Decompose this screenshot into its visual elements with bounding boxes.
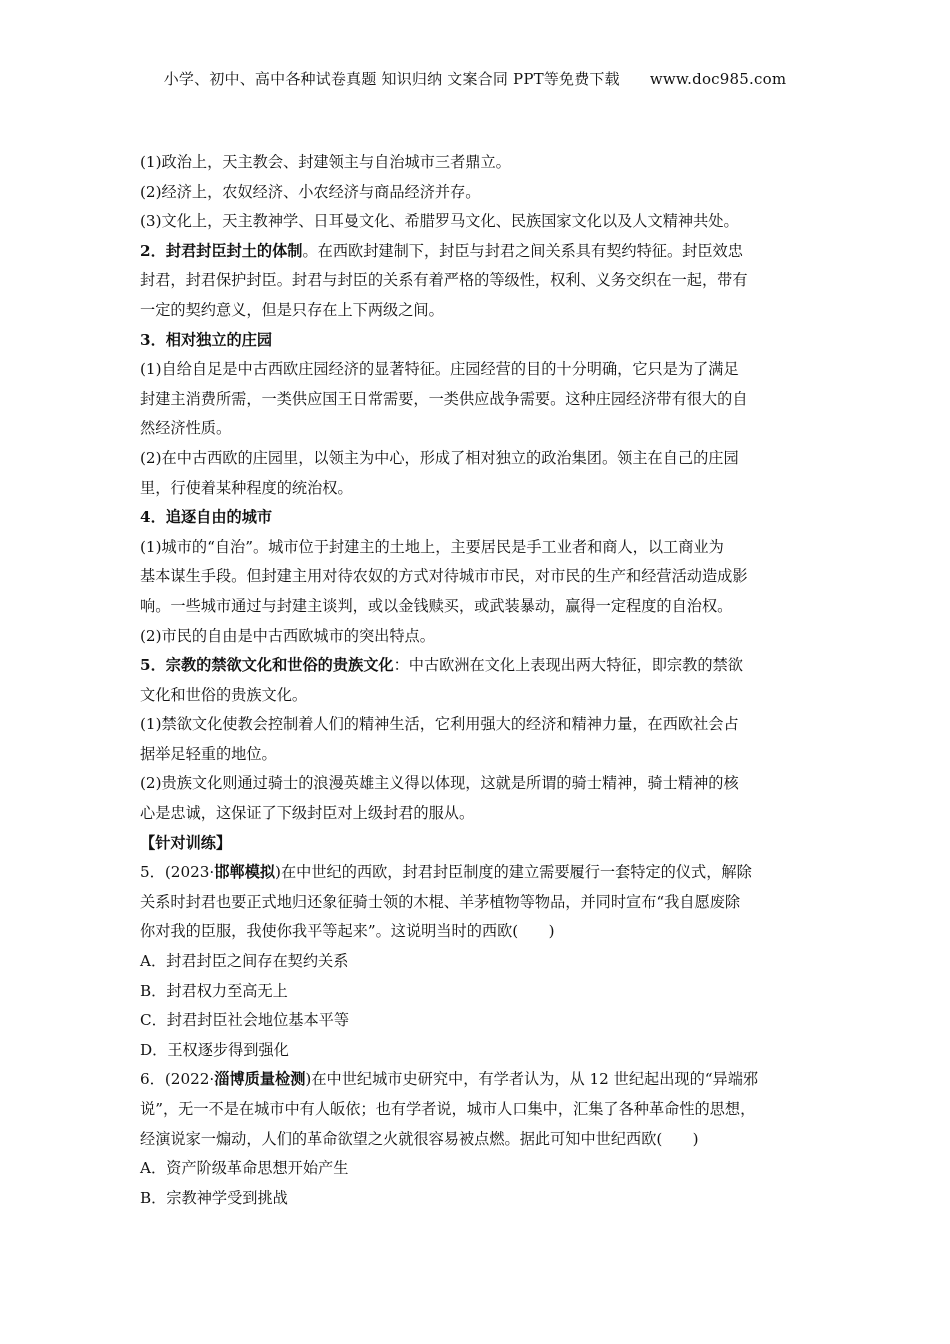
text-line	[140, 296, 815, 326]
text-line	[140, 622, 815, 652]
line-text: ：中古欧洲在文化上表现出两大特征，即宗教的禁欲	[393, 656, 743, 675]
text-line	[140, 178, 815, 208]
text-line	[140, 917, 815, 947]
line-text: 6．(2022·	[140, 1070, 215, 1089]
line-text: D．王权逐步得到强化	[140, 1040, 289, 1059]
text-line	[140, 562, 815, 592]
question-source: 淄博质量检测	[214, 1070, 306, 1089]
line-heading: 4．追逐自由的城市	[140, 508, 273, 527]
text-line	[140, 326, 815, 356]
line-text: 。在西欧封建制下，封臣与封君之间关系具有契约特征。封臣效忠	[302, 241, 743, 260]
line-text: 说”，无一不是在城市中有人皈依；也有学者说，城市人口集中，汇集了各种革命性的思想，	[140, 1100, 756, 1118]
line-heading: 3．相对独立的庄园	[140, 330, 273, 349]
text-line	[140, 1095, 815, 1125]
text-line	[140, 444, 815, 474]
text-line	[140, 503, 815, 533]
line-text: (2)市民的自由是中古西欧城市的突出特点。	[140, 626, 435, 645]
line-text: (1)城市的“自治”。城市位于封建主的土地上，主要居民是手工业者和商人，以工商业为	[140, 537, 724, 556]
line-text: 心是忠诚，这保证了下级封臣对上级封君的服从。	[140, 804, 475, 823]
line-heading: 2．封君封臣封土的体制	[140, 241, 303, 260]
header-site: www.doc985.com	[649, 70, 787, 88]
text-line	[140, 355, 815, 385]
line-text: (2)在中古西欧的庄园里，以领主为中心，形成了相对独立的政治集团。领主在自己的庄园	[140, 448, 739, 467]
text-line	[140, 1006, 815, 1036]
line-text: )在中世纪城市史研究中，有学者认为，从 12 世纪起出现的“异端邪	[305, 1070, 759, 1089]
line-text: 据举足轻重的地位。	[140, 744, 277, 763]
text-line	[140, 533, 815, 563]
page-header	[0, 68, 950, 89]
line-text: (3)文化上，天主教神学、日耳曼文化、希腊罗马文化、民族国家文化以及人文精神共处。	[140, 212, 739, 231]
line-text: 封君，封君保护封臣。封君与封臣的关系有着严格的等级性，权利、义务交织在一起，带有	[140, 271, 748, 290]
text-line	[140, 651, 815, 681]
text-line	[140, 148, 815, 178]
line-text: )在中世纪的西欧，封君封臣制度的建立需要履行一套特定的仪式，解除	[275, 863, 752, 882]
text-line	[140, 1184, 815, 1214]
question-source: 邯郸模拟	[214, 863, 276, 882]
line-text: 关系时封君也要正式地归还象征骑士领的木棍、羊茅植物等物品，并同时宣布“我自愿废除	[140, 892, 741, 911]
line-text: 经演说家一煽动，人们的革命欲望之火就很容易被点燃。据此可知中世纪西欧( )	[140, 1129, 699, 1148]
text-line	[140, 414, 815, 444]
line-text: A．封君封臣之间存在契约关系	[140, 952, 349, 971]
text-line	[140, 977, 815, 1007]
text-line	[140, 1125, 815, 1155]
text-line	[140, 829, 815, 859]
text-line	[140, 474, 815, 504]
line-text: 文化和世俗的贵族文化。	[140, 685, 308, 704]
line-text: (1)禁欲文化使教会控制着人们的精神生活，它利用强大的经济和精神力量，在西欧社会占	[140, 715, 739, 734]
text-line	[140, 1036, 815, 1066]
line-text: C．封君封臣社会地位基本平等	[140, 1011, 350, 1030]
line-text: (2)经济上，农奴经济、小农经济与商品经济并存。	[140, 182, 481, 201]
text-line	[140, 947, 815, 977]
line-text: 响。一些城市通过与封建主谈判，或以金钱赎买，或武装暴动，赢得一定程度的自治权。	[140, 596, 733, 615]
text-line	[140, 207, 815, 237]
text-line	[140, 799, 815, 829]
text-line	[140, 237, 815, 267]
text-line	[140, 858, 815, 888]
text-line	[140, 769, 815, 799]
text-line	[140, 710, 815, 740]
line-text: 里，行使着某种程度的统治权。	[140, 478, 353, 497]
text-line	[140, 1065, 815, 1095]
line-text: 封建主消费所需，一类供应国王日常需要，一类供应战争需要。这种庄园经济带有很大的自	[140, 389, 748, 408]
document-body	[140, 148, 815, 1213]
text-line	[140, 740, 815, 770]
line-text: B．宗教神学受到挑战	[140, 1188, 288, 1207]
text-line	[140, 385, 815, 415]
line-text: (1)政治上，天主教会、封建领主与自治城市三者鼎立。	[140, 153, 511, 171]
text-line	[140, 888, 815, 918]
line-text: 一定的契约意义，但是只存在上下两级之间。	[140, 300, 444, 319]
line-heading: 5．宗教的禁欲文化和世俗的贵族文化	[140, 656, 394, 675]
line-text: 5．(2023·	[140, 863, 215, 882]
line-text: 然经济性质。	[140, 419, 232, 438]
line-text: (1)自给自足是中古西欧庄园经济的显著特征。庄园经营的目的十分明确，它只是为了满足	[140, 360, 739, 379]
text-line	[140, 681, 815, 711]
header-text: 小学、初中、高中各种试卷真题 知识归纳 文案合同 PPT等免费下载	[163, 70, 620, 88]
line-text: (2)贵族文化则通过骑士的浪漫英雄主义得以体现，这就是所谓的骑士精神，骑士精神的核	[140, 774, 739, 793]
line-heading: 【针对训练】	[140, 833, 232, 852]
text-line	[140, 592, 815, 622]
text-line	[140, 266, 815, 296]
line-text: B．封君权力至高无上	[140, 981, 288, 1000]
line-text: 你对我的臣服，我使你我平等起来”。这说明当时的西欧( )	[140, 922, 555, 941]
line-text: A．资产阶级革命思想开始产生	[140, 1159, 349, 1178]
text-line	[140, 1154, 815, 1184]
line-text: 基本谋生手段。但封建主用对待农奴的方式对待城市市民，对市民的生产和经营活动造成影	[140, 567, 748, 586]
